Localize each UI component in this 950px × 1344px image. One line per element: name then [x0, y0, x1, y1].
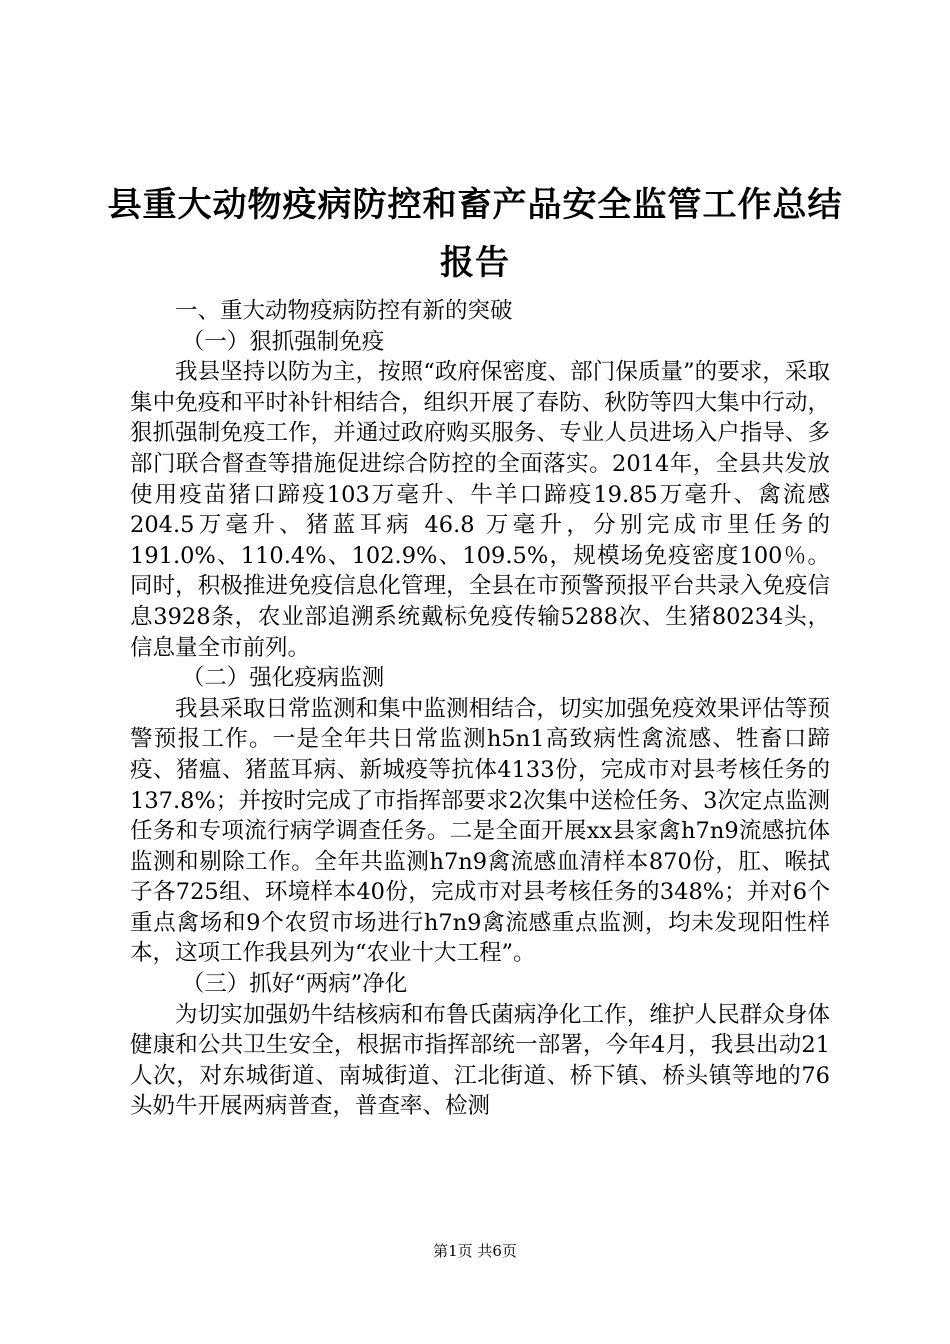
page-number: 第1页 共6页	[433, 1242, 517, 1260]
subsection-heading-1: （一）狠抓强制免疫	[181, 328, 385, 355]
subsection-heading-3: （三）抓好“两病”净化	[181, 971, 408, 998]
subsection-heading-2: （二）强化疫病监测	[181, 665, 385, 692]
paragraph-immunization: 我县坚持以防为主，按照“政府保密度、部门保质量”的要求，采取集中免疫和平时补针相结合，组织开展了春防、秋防等四大集中行动，狠抓强制免疫工作，并通过政府购买服务、专业人员进场入户指导、多部门联合督查等措施促进综合防控的全面落实。2014年，全县共发放使用疫苗猪口蹄疫103万毫升、牛羊口蹄疫19.85万毫升、禽流感204.5万毫升、猪蓝耳病 46.8 万毫升，分别完成市里任务的191.0%、110.4%、102.9%、109.5%，规模场免疫密度100％。同时，积极推进免疫信息化管理，全县在市预警预报平台共录入免疫信息3928条，农业部追溯系统戴标免疫传输5288次、生猪80234头，信息量全市前列。	[130, 359, 830, 661]
section-heading-1: 一、重大动物疫病防控有新的突破	[175, 298, 513, 324]
document-title: 县重大动物疫病防控和畜产品安全监管工作总结报告	[107, 185, 843, 283]
paragraph-monitoring: 我县采取日常监测和集中监测相结合，切实加强免疫效果评估等预警预报工作。一是全年共日常监测h5n1高致病性禽流感、牲畜口蹄疫、猪瘟、猪蓝耳病、新城疫等抗体4133份，完成市对县考核任务的137.8%；并按时完成了市指挥部要求2次集中送检任务、3次定点监测任务和专项流行病学调查任务。二是全面开展xx县家禽h7n9流感抗体监测和剔除工作。全年共监测h7n9禽流感血清样本870份，肛、喉拭子各725组、环境样本40份，完成市对县考核任务的348%；并对6个重点禽场和9个农贸市场进行h7n9禽流感重点监测，均未发现阳性样本，这项工作我县列为“农业十大工程”。	[130, 695, 830, 967]
document-body	[130, 296, 830, 1122]
paragraph-purification: 为切实加强奶牛结核病和布鲁氏菌病净化工作，维护人民群众身体健康和公共卫生安全，根据市指挥部统一部署，今年4月，我县出动21人次，对东城街道、南城街道、江北街道、桥下镇、桥头镇等地的76头奶牛开展两病普查，普查率、检测	[130, 1001, 830, 1120]
